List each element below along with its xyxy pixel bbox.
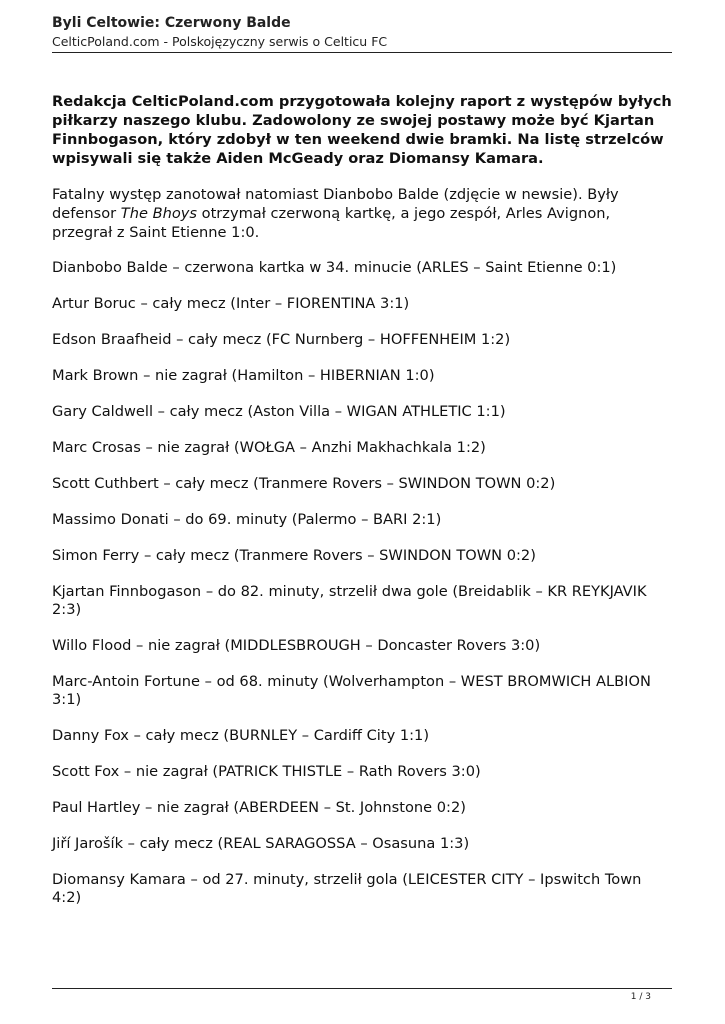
site-subtitle: CelticPoland.com - Polskojęzyczny serwis o Celticu FC: [52, 34, 388, 49]
player-entry: Mark Brown – nie zagrał (Hamilton – HIBERNIAN 1:0): [52, 367, 435, 384]
player-entry: Danny Fox – cały mecz (BURNLEY – Cardiff City 1:1): [52, 727, 430, 744]
page-header: [52, 14, 672, 50]
player-entry: Willo Flood – nie zagrał (MIDDLESBROUGH – Doncaster Rovers 3:0): [52, 637, 541, 654]
player-entry: Gary Caldwell – cały mecz (Aston Villa – WIGAN ATHLETIC 1:1): [52, 403, 506, 420]
player-entry: Massimo Donati – do 69. minuty (Palermo – BARI 2:1): [52, 511, 442, 528]
player-entry: Diomansy Kamara – od 27. minuty, strzelił gola (LEICESTER CITY – Ipswitch Town 4:2): [52, 871, 642, 906]
player-entry: Simon Ferry – cały mecz (Tranmere Rovers – SWINDON TOWN 0:2): [52, 547, 536, 564]
intro-text-end: otrzymał czerwoną kartkę, a jego zespół, Arles Avignon, przegrał z Saint Etienne 1:0.: [52, 205, 611, 241]
article-lead: Redakcja CelticPoland.com przygotowała kolejny raport z występów byłych piłkarzy naszego klubu. Zadowolony ze swojej postawy może być Kjartan Finnbogason, który zdobył w ten weekend dwie bramki. Na listę strzelców wpisywali się także Aiden McGeady oraz Diomansy Kamara.: [52, 93, 672, 167]
player-entry: Scott Cuthbert – cały mecz (Tranmere Rovers – SWINDON TOWN 0:2): [52, 475, 556, 492]
player-entry: Dianbobo Balde – czerwona kartka w 34. minucie (ARLES – Saint Etienne 0:1): [52, 259, 617, 276]
player-entry: Kjartan Finnbogason – do 82. minuty, strzelił dwa gole (Breidablik – KR REYKJAVIK 2:3): [52, 583, 647, 618]
player-entry: Paul Hartley – nie zagrał (ABERDEEN – St. Johnstone 0:2): [52, 799, 466, 816]
footer-divider: [52, 988, 672, 989]
player-entry: Marc Crosas – nie zagrał (WOŁGA – Anzhi Makhachkala 1:2): [52, 439, 486, 456]
article-body: [52, 92, 674, 925]
document-title: Byli Celtowie: Czerwony Balde: [52, 15, 291, 31]
player-entry: Edson Braafheid – cały mecz (FC Nurnberg – HOFFENHEIM 1:2): [52, 331, 511, 348]
intro-text-start: Fatalny występ zanotował natomiast Dianbobo Balde (zdjęcie w newsie). Były defensor: [52, 186, 619, 222]
page-number: 1 / 3: [630, 992, 651, 1002]
player-entry: Artur Boruc – cały mecz (Inter – FIORENTINA 3:1): [52, 295, 410, 312]
player-entry: Scott Fox – nie zagrał (PATRICK THISTLE – Rath Rovers 3:0): [52, 763, 481, 780]
header-divider: [52, 52, 672, 53]
intro-team-nickname: The Bhoys: [120, 205, 197, 222]
player-entry: Jiří Jarošík – cały mecz (REAL SARAGOSSA – Osasuna 1:3): [52, 835, 470, 852]
player-entry: Marc-Antoin Fortune – od 68. minuty (Wolverhampton – WEST BROMWICH ALBION 3:1): [52, 673, 651, 708]
article-intro: [52, 185, 674, 242]
